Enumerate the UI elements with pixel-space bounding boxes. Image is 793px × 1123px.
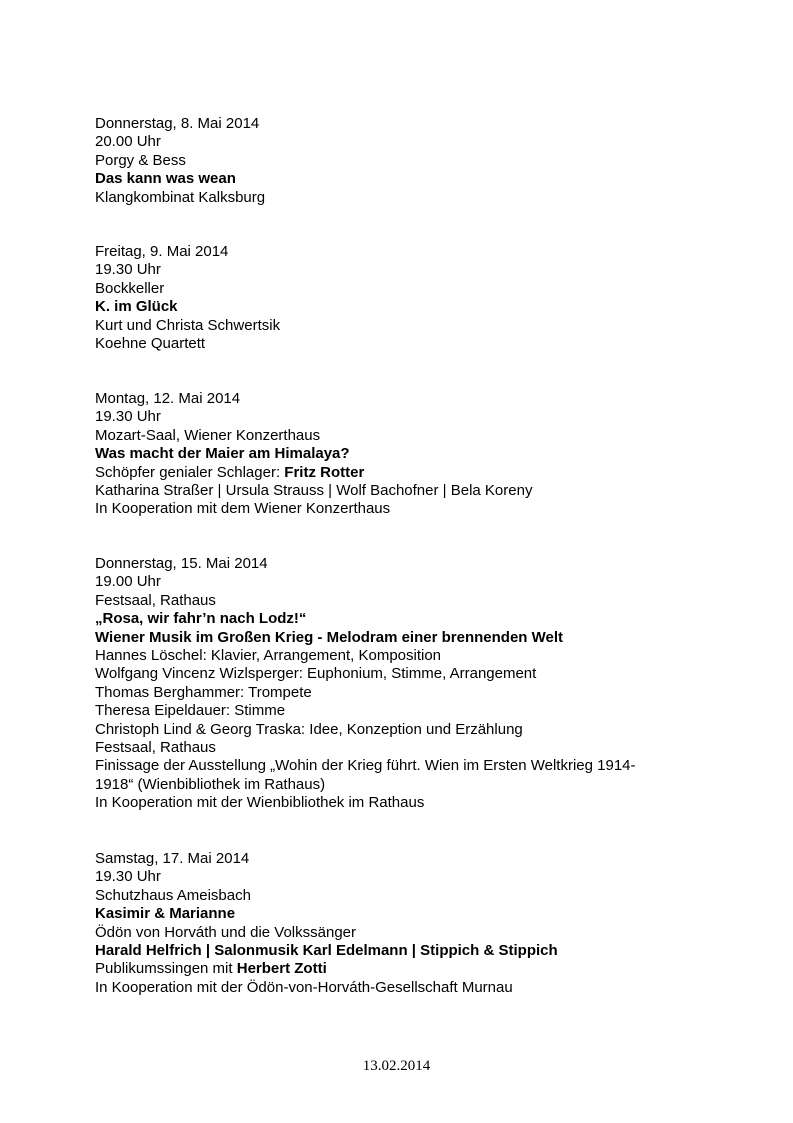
event-venue: Porgy & Bess — [95, 151, 186, 169]
event-detail: Christoph Lind & Georg Traska: Idee, Konzeption und Erzählung — [95, 720, 523, 738]
event-detail: Kurt und Christa Schwertsik — [95, 316, 281, 334]
singalong-name: Herbert Zotti — [236, 960, 327, 978]
event-entry — [95, 115, 695, 207]
event-date: Donnerstag, 15. Mai 2014 — [95, 555, 268, 572]
event-detail: Hannes Löschel: Klavier, Arrangement, Komposition — [95, 647, 442, 665]
creator-name: Fritz Rotter — [284, 463, 365, 481]
event-detail: Thomas Berghammer: Trompete — [95, 683, 312, 701]
event-entry — [95, 390, 695, 519]
event-time: 19.30 Uhr — [95, 261, 161, 279]
event-venue: Mozart-Saal, Wiener Konzerthaus — [95, 426, 321, 444]
event-title: Kasimir & Marianne — [95, 905, 236, 923]
event-title: Das kann was wean — [95, 170, 236, 188]
event-creator-line — [95, 464, 695, 482]
event-date: Donnerstag, 8. Mai 2014 — [95, 115, 260, 132]
event-detail: Klangkombinat Kalksburg — [95, 188, 266, 206]
event-venue: Festsaal, Rathaus — [95, 591, 216, 609]
event-title: „Rosa, wir fahr’n nach Lodz!“ — [95, 610, 307, 628]
event-time: 19.00 Uhr — [95, 573, 161, 591]
event-finissage: 1918“ (Wienbibliothek im Rathaus) — [95, 775, 326, 793]
event-singalong-line — [95, 960, 695, 978]
singalong-prefix: Publikumssingen mit — [95, 960, 237, 978]
event-date: Freitag, 9. Mai 2014 — [95, 243, 229, 260]
footer-date: 13.02.2014 — [362, 1058, 431, 1074]
event-time: 19.30 Uhr — [95, 868, 161, 886]
event-subtitle: Wiener Musik im Großen Krieg - Melodram einer brennenden Welt — [95, 628, 564, 646]
event-detail: In Kooperation mit dem Wiener Konzerthaus — [95, 500, 391, 518]
event-venue: Schutzhaus Ameisbach — [95, 886, 251, 904]
event-entry — [95, 555, 695, 813]
event-time: 20.00 Uhr — [95, 133, 161, 151]
event-date: Samstag, 17. Mai 2014 — [95, 850, 250, 867]
event-detail: Theresa Eipeldauer: Stimme — [95, 702, 286, 720]
event-detail: Katharina Straßer | Ursula Strauss | Wolf Bachofner | Bela Koreny — [95, 482, 533, 500]
event-finissage: Finissage der Ausstellung „Wohin der Krieg führt. Wien im Ersten Weltkrieg 1914- — [95, 757, 636, 775]
event-venue: Bockkeller — [95, 279, 165, 297]
event-cooperation: In Kooperation mit der Wienbibliothek im Rathaus — [95, 794, 425, 812]
event-detail: Ödön von Horváth und die Volkssänger — [95, 923, 356, 941]
event-detail: Festsaal, Rathaus — [95, 739, 216, 757]
event-title: K. im Glück — [95, 298, 178, 316]
event-title: Was macht der Maier am Himalaya? — [95, 445, 350, 463]
event-time: 19.30 Uhr — [95, 408, 161, 426]
event-detail: Koehne Quartett — [95, 335, 206, 353]
creator-prefix: Schöpfer genialer Schlager: — [95, 463, 285, 481]
event-performers: Harald Helfrich | Salonmusik Karl Edelmann | Stippich & Stippich — [95, 942, 558, 960]
event-entry — [95, 243, 695, 353]
event-detail: Wolfgang Vincenz Wizlsperger: Euphonium, Stimme, Arrangement — [95, 665, 537, 683]
event-date: Montag, 12. Mai 2014 — [95, 390, 241, 407]
event-entry — [95, 850, 695, 997]
event-cooperation: In Kooperation mit der Ödön-von-Horváth-Gesellschaft Murnau — [95, 978, 513, 996]
